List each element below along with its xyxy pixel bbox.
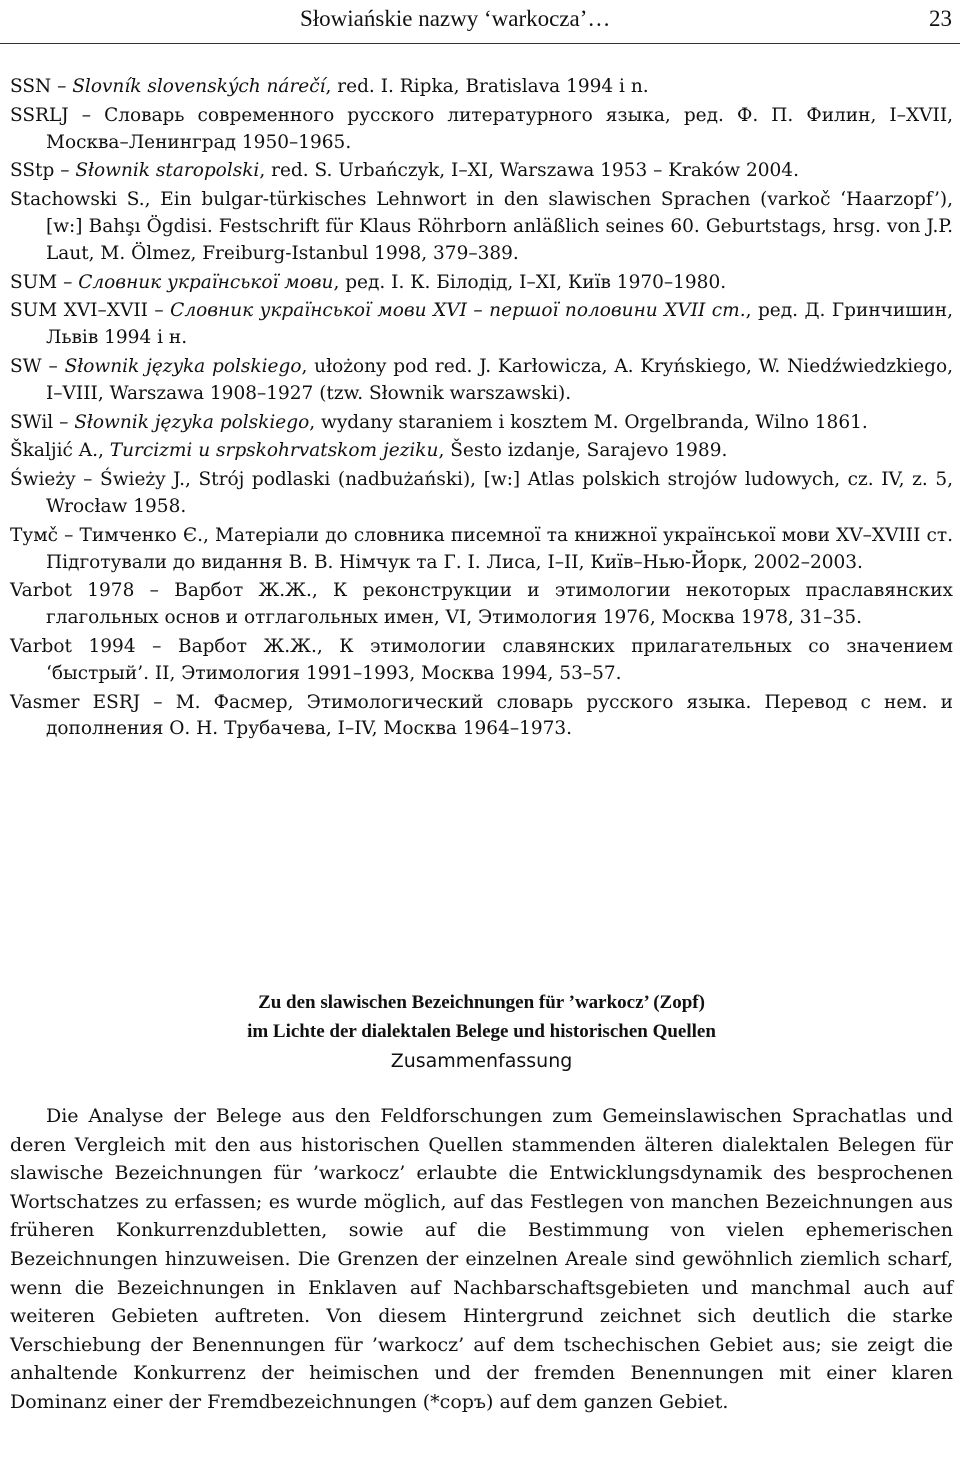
entry-separator: –: [51, 76, 73, 97]
entry-separator: –: [57, 271, 79, 293]
bibliography-list: [10, 74, 953, 745]
entry-details: , Šesto izdanje, Sarajevo 1989.: [438, 440, 728, 462]
summary-heading-line1: Zu den slawischen Bezeichnungen für ’warkocz’ (Zopf): [258, 992, 705, 1013]
entry-separator: ,: [144, 189, 161, 211]
entry-abbreviation: Varbot 1994: [10, 635, 136, 657]
entry-abbreviation: SWil: [10, 411, 54, 433]
header-rule: [0, 43, 960, 44]
bibliography-entry: [10, 438, 953, 465]
bibliography-entry: [10, 578, 953, 632]
entry-abbreviation: SUM XVI–XVII: [10, 300, 148, 322]
bibliography-entry: [10, 690, 953, 744]
entry-details: Варбот Ж.Ж., К реконструкции и этимологии некоторых праславянских глагольных основ и отглагольных имен, VI, Этимология 1976, Москва 1978, 31–35.: [46, 580, 953, 629]
entry-abbreviation: SUM: [10, 271, 58, 293]
entry-separator: –: [53, 411, 75, 433]
entry-separator: –: [68, 104, 105, 126]
summary-section: [10, 988, 953, 1417]
entry-details: , ред. І. К. Білодід, I–XI, Київ 1970–1980.: [333, 271, 727, 293]
entry-separator: ,: [97, 440, 110, 462]
entry-title: Словник української мови: [78, 271, 334, 293]
entry-abbreviation: SSRLJ: [10, 104, 69, 126]
entry-abbreviation: Stachowski S.: [10, 189, 145, 211]
entry-separator: –: [135, 635, 178, 657]
bibliography-entry: [10, 74, 953, 101]
entry-abbreviation: Škaljić A.: [10, 440, 98, 462]
entry-abbreviation: SStp: [10, 160, 55, 182]
bibliography-entry: [10, 298, 953, 352]
bibliography-entry: [10, 634, 953, 688]
entry-details: , red. I. Ripka, Bratislava 1994 i n.: [325, 76, 649, 97]
entry-details: Словарь современного русского литературного языка, ред. Ф. П. Филин, I–XVII, Москва–Ленинград 1950–1965.: [46, 104, 954, 153]
summary-heading-line2: im Lichte der dialektalen Belege und historischen Quellen: [247, 1021, 716, 1042]
entry-abbreviation: Vasmer ESRJ: [10, 691, 141, 713]
entry-abbreviation: Świeży: [10, 469, 76, 491]
entry-title: Slovník slovenských nárečí: [72, 76, 326, 97]
entry-separator: –: [57, 524, 80, 546]
entry-separator: –: [54, 160, 76, 182]
bibliography-entry: [10, 410, 953, 437]
running-header: [0, 0, 960, 44]
entry-abbreviation: Varbot 1978: [10, 580, 135, 602]
entry-details: , ułożony pod red. J. Karłowicza, A. Kryńskiego, W. Niedźwiedzkiego, I–VIII, Warszawa 1908–1927 (tzw. Słownik warszawski).: [46, 355, 953, 404]
entry-separator: –: [41, 355, 65, 377]
entry-separator: –: [147, 300, 171, 322]
entry-separator: –: [75, 469, 101, 491]
entry-details: Варбот Ж.Ж., К этимологии славянских прилагательных со значением ‘быстрый’. II, Этимология 1991–1993, Москва 1994, 53–57.: [46, 635, 953, 684]
bibliography-entry: [10, 467, 953, 521]
page-number: 23: [929, 6, 952, 31]
entry-details: , red. S. Urbańczyk, I–XI, Warszawa 1953 – Kraków 2004.: [259, 160, 799, 182]
bibliography-entry: [10, 270, 953, 297]
entry-title: Słownik języka polskiego: [64, 355, 302, 377]
entry-details: Świeży J., Strój podlaski (nadbużański), [w:] Atlas polskich strojów ludowych, cz. IV, z. 5, Wrocław 1958.: [46, 469, 954, 517]
bibliography-entry: [10, 187, 953, 267]
entry-details: М. Фасмер, Этимологический словарь русского языка. Перевод с нем. и дополнения О. Н. Трубачева, I–IV, Москва 1964–1973.: [46, 691, 953, 740]
bibliography-entry: [10, 354, 953, 408]
entry-title: Turcizmi u srpskohrvatskom jeziku: [109, 440, 439, 462]
entry-abbreviation: SSN: [10, 76, 52, 97]
running-title: Słowiańskie nazwy ‘warkocza’…: [300, 6, 611, 31]
summary-heading-label: Zusammenfassung: [390, 1050, 573, 1072]
entry-separator: –: [140, 691, 176, 713]
entry-details: , ред. Д. Гринчишин, Львів 1994 і н.: [46, 300, 953, 349]
entry-details: , wydany staraniem i kosztem M. Orgelbranda, Wilno 1861.: [309, 411, 868, 433]
entry-title: Słownik staropolski: [75, 160, 260, 182]
entry-abbreviation: SW: [10, 355, 42, 377]
entry-details: Ein bulgar-türkisches Lehnwort in den slawischen Sprachen (varkoč ‘Haarzopf’), [w:] Bahşı Ögdisi. Festschrift für Klaus Röhrborn anläßlich seines 60. Geburtstags, hrsg. von J.P. Laut, M. Ölmez, Freiburg-Istanbul 1998, 379–389.: [46, 189, 953, 264]
bibliography-entry: [10, 523, 953, 577]
bibliography-entry: [10, 158, 953, 185]
summary-body: Die Analyse der Belege aus den Feldforschungen zum Gemeinslawischen Sprachatlas und deren Vergleich mit den aus historischen Quellen stammenden älteren dialektalen Belegen für slawische Bezeichnungen für ’warkocz’ erlaubte die Entwicklungsdynamik des besprochenen Wortschatzes zu erfassen; es wurde möglich, auf das Festlegen von manchen Bezeichnungen aus früheren Konkurrenzdubletten, sowie auf die Bestimmung von vielen ephemerischen Bezeichnungen hinzuweisen. Die Grenzen der einzelnen Areale sind gewöhnlich ziemlich scharf, wenn die Bezeichnungen in Enklaven auf Nachbarschaftsgebieten und manchmal auch auf weiteren Gebieten auftreten. Von diesem Hintergrund zeichnet sich deutlich die starke Verschiebung der Benennungen für ’warkocz’ auf dem tschechischen Gebiet aus; sie zeigt die anhaltende Konkurrenz der heimischen und der fremden Benennungen mit einer klaren Dominanz einer der Fremdbezeichnungen (*соръ) auf dem ganzen Gebiet.: [10, 1105, 953, 1413]
entry-title: Słownik języka polskiego: [74, 411, 310, 433]
entry-separator: –: [134, 580, 175, 602]
entry-abbreviation: Тумč: [10, 524, 58, 546]
entry-details: Тимченко Є., Матеріали до словника писемної та книжної української мови XV–XVIII ст. Підготували до видання В. В. Німчук та Г. І. Лиса, I–II, Київ–Нью-Йорк, 2002–2003.: [46, 524, 953, 573]
entry-title: Словник української мови XVI – першої половини XVII ст.: [170, 300, 746, 322]
bibliography-entry: [10, 103, 953, 157]
